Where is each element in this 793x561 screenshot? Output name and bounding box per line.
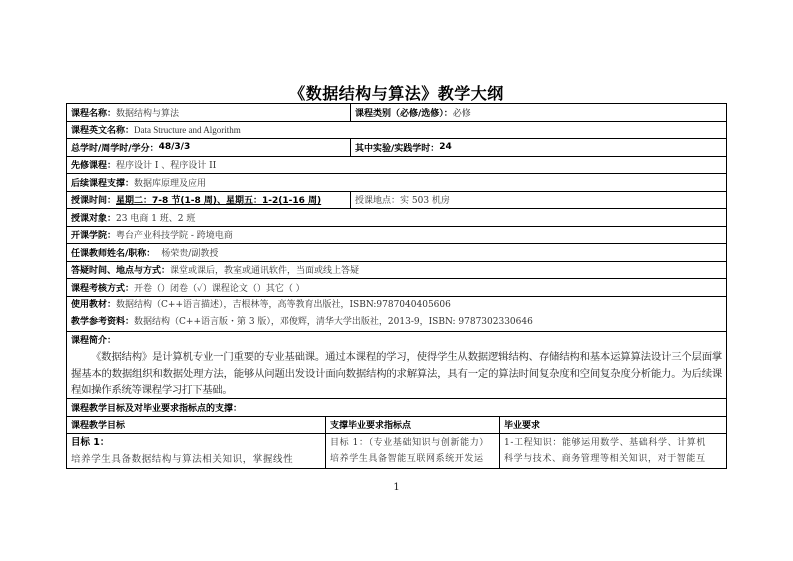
- course-category-value: 必修: [452, 108, 471, 119]
- row-hours: [66, 138, 727, 156]
- hours-label: 总学时/周学时/学分：: [71, 143, 159, 154]
- objectives-header-indicator: [325, 417, 499, 434]
- row-assessment: [66, 278, 727, 296]
- row-course-name: [66, 103, 727, 121]
- objectives-section-label: 课程教学目标及对毕业要求指标点的支撑：: [71, 403, 243, 414]
- references-label: 教学参考资料：: [71, 316, 135, 327]
- lab-hours-cell: [350, 139, 726, 156]
- header-indicator-label: 支撑毕业要求指标点: [330, 421, 412, 432]
- followup-value: 数据库原理及应用: [134, 178, 207, 189]
- course-name-label: 课程名称：: [71, 108, 117, 119]
- references-line: [71, 314, 533, 331]
- prerequisites-label: 先修课程：: [71, 161, 117, 172]
- college-value: 粤台产业科技学院 - 跨境电商: [116, 231, 233, 242]
- teacher-label: 任课教师姓名/职称：: [71, 248, 156, 259]
- header-goal-label: 课程教学目标: [71, 421, 126, 432]
- english-name-value: Data Structure and Algorithm: [134, 124, 241, 135]
- objective-indicator-line1: 目标 1：（专业基础知识与创新能力）: [330, 438, 489, 448]
- row-followup: [66, 173, 727, 191]
- row-prerequisites: [66, 156, 727, 174]
- objectives-header-goal: [67, 417, 325, 434]
- introduction-label: 课程简介：: [71, 336, 117, 346]
- textbook-line: [71, 297, 451, 314]
- objective-requirement-line1: 1-工程知识：能够运用数学、基础科学、计算机: [504, 438, 706, 448]
- audience-value: 23 电商 1 班、2 班: [116, 213, 196, 224]
- prerequisites-value: 程序设计 I 、程序设计 II: [116, 161, 217, 172]
- office-hours-value: 课堂或课后，教室或通讯软件，当面或线上答疑: [170, 266, 360, 277]
- assessment-label: 课程考核方式：: [71, 283, 135, 294]
- schedule-cell: [67, 192, 350, 209]
- course-category-label: 课程类别（必修/选修）：: [355, 108, 453, 119]
- row-teacher: [66, 243, 727, 261]
- objectives-row: [66, 433, 727, 469]
- location-value: 实 503 机房: [400, 196, 450, 207]
- objective-indicator-line2: 培养学生具备智能互联网系统开发运: [330, 454, 484, 464]
- course-category-cell: [350, 104, 726, 121]
- english-name-cell: [67, 122, 726, 139]
- header-requirement-label: 毕业要求: [504, 421, 541, 432]
- objectives-header-requirement: [499, 417, 726, 434]
- teacher-value: 杨荣贵/副教授: [161, 248, 219, 259]
- location-label: 授课地点：: [355, 196, 401, 207]
- hours-cell: [67, 139, 350, 156]
- syllabus-grid: [66, 103, 727, 469]
- hours-value: 48/3/3: [158, 142, 191, 153]
- objective-requirement-cell: [499, 434, 726, 468]
- english-name-label: 课程英文名称：: [71, 126, 135, 137]
- course-name-cell: [67, 104, 350, 121]
- row-objectives-header: [66, 416, 727, 434]
- row-audience: [66, 208, 727, 226]
- objective-indicator-cell: [325, 434, 499, 468]
- textbook-value: 数据结构（C++语言描述），吉根林等，高等教育出版社，ISBN:9787040405606: [116, 299, 451, 310]
- row-english-name: [66, 121, 727, 139]
- office-hours-cell: [67, 262, 726, 279]
- row-schedule: [66, 191, 727, 209]
- lab-hours-value: 24: [439, 142, 452, 153]
- location-cell: [350, 192, 726, 209]
- row-office-hours: [66, 261, 727, 279]
- audience-label: 授课对象：: [71, 213, 117, 224]
- followup-label: 后续课程支撑：: [71, 178, 135, 189]
- college-cell: [67, 227, 726, 244]
- document-title: 《数据结构与算法》教学大纲: [289, 84, 504, 103]
- audience-cell: [67, 209, 726, 226]
- page-number: 1: [393, 482, 400, 493]
- assessment-value: 开卷（）闭卷（✓）课程论文（）其它（ ）: [134, 283, 305, 294]
- prerequisites-cell: [67, 157, 726, 174]
- row-objectives-section: [66, 398, 727, 416]
- objectives-section-cell: [67, 399, 726, 416]
- assessment-cell: [67, 279, 726, 296]
- followup-cell: [67, 174, 726, 191]
- introduction-body: 《数据结构》是计算机专业一门重要的专业基础课。通过本课程的学习，使得学生从数据逻辑结构、存储结构和基本运算算法设计三个层面掌握基本的数据组织和数据处理方法，能够从问题出发设计面向数据结构的求解算法，具有一定的算法时间复杂度和空间复杂度分析能力。为后续课程如操作系统等课程学习打下基础。: [71, 351, 722, 396]
- textbook-label: 使用教材：: [71, 299, 117, 310]
- objective-requirement-line2: 科学与技术、商务管理等相关知识，对于智能互: [504, 454, 706, 464]
- schedule-value: 星期二：7-8 节(1-8 周)、星期五：1-2(1-16 周): [116, 196, 322, 207]
- textbooks-cell: [67, 297, 726, 332]
- college-label: 开课学院：: [71, 231, 117, 242]
- references-value: 数据结构（C++语言版・第 3 版），邓俊辉，清华大学出版社，2013-9，ISBN: 9787302330646: [134, 316, 533, 327]
- introduction-cell: [67, 332, 726, 398]
- office-hours-label: 答疑时间、地点与方式：: [71, 266, 171, 277]
- course-name-value: 数据结构与算法: [116, 108, 180, 119]
- objective-goal-title: 目标 1：: [71, 437, 110, 448]
- objective-goal-text: 培养学生具备数据结构与算法相关知识，掌握线性: [71, 454, 294, 465]
- row-textbooks: [66, 296, 727, 332]
- objective-goal-cell: [67, 434, 325, 468]
- row-introduction: [66, 331, 727, 398]
- schedule-label: 授课时间：: [71, 196, 117, 207]
- teacher-cell: [67, 244, 726, 261]
- lab-hours-label: 其中实验/实践学时：: [355, 143, 440, 154]
- row-college: [66, 226, 727, 244]
